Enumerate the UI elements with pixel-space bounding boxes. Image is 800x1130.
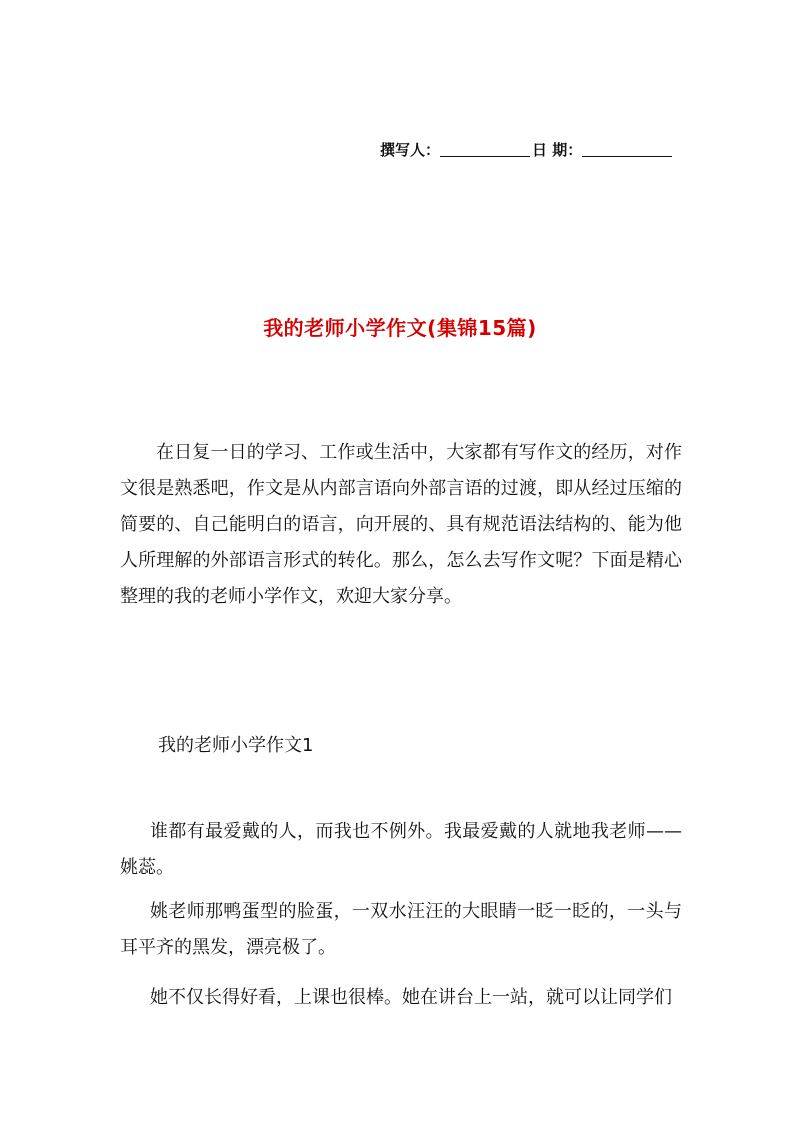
- date-blank: [582, 142, 672, 157]
- body-paragraph: 她不仅长得好看，上课也很棒。她在讲台上一站，就可以让同学们: [150, 987, 672, 1008]
- body-paragraph: 谁都有最爱戴的人，而我也不例外。我最爱戴的人就地我老师——姚蕊。: [120, 821, 682, 878]
- intro-paragraph: 在日复一日的学习、工作或生活中，大家都有写作文的经历，对作文很是熟悉吧，作文是从内部言语向外部言语的过渡，即从经过压缩的简要的、自己能明白的语言，向开展的、具有规范语法结构的、能为他人所理解的外部语言形式的转化。那么，怎么去写作文呢？下面是精心整理的我的老师小学作文，欢迎大家分享。: [120, 442, 682, 607]
- section-heading: 我的老师小学作文1: [158, 735, 314, 756]
- body-paragraph: 姚老师那鸭蛋型的脸蛋，一双水汪汪的大眼睛一眨一眨的，一头与耳平齐的黑发，漂亮极了。: [120, 901, 682, 958]
- date-label: 日 期：: [532, 141, 583, 159]
- author-blank: [440, 142, 530, 157]
- author-date-line: [380, 139, 674, 160]
- author-label: 撰写人：: [380, 141, 441, 159]
- document-title: 我的老师小学作文(集锦15篇): [263, 316, 537, 340]
